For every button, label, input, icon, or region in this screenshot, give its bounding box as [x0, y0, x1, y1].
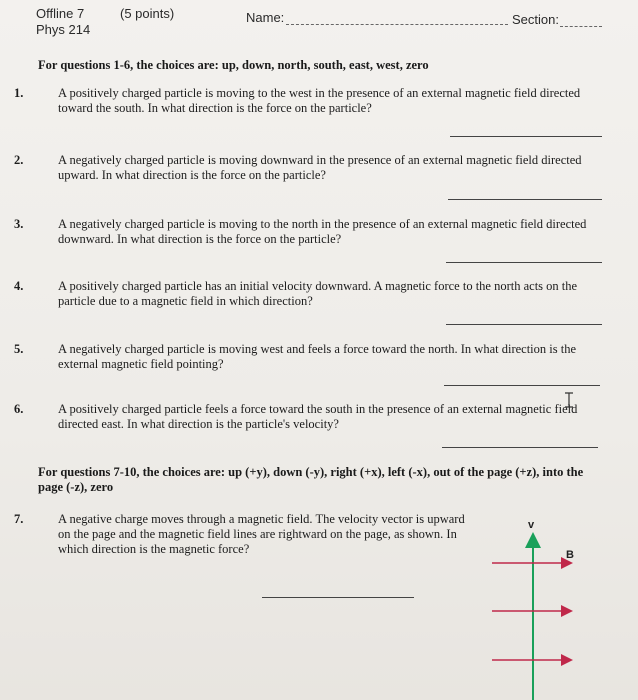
question-7: [14, 512, 476, 557]
question-text: A positively charged particle feels a force toward the south in the presence of an external magnetic field directed east. In what direction is the particle's velocity?: [58, 402, 578, 431]
question-text: A positively charged particle has an initial velocity downward. A magnetic force to the north acts on the particle due to a magnetic field in which direction?: [58, 279, 578, 308]
velocity-label: v: [528, 519, 535, 531]
question-6: [14, 402, 596, 432]
question-text: A negatively charged particle is moving to the north in the presence of an external magnetic field directed downward. In what direction is the force on the particle?: [58, 217, 587, 246]
answer-line-5[interactable]: [444, 385, 600, 386]
text-cursor-icon: [563, 392, 575, 408]
question-number: 3.: [14, 217, 24, 231]
question-number: 7.: [14, 512, 24, 526]
answer-line-6[interactable]: [442, 447, 598, 448]
question-text: A negatively charged particle is moving downward in the presence of an external magnetic field directed upward. In what direction is the force on the particle?: [58, 153, 582, 182]
question-text: A negatively charged particle is moving west and feels a force toward the north. In what direction is the external magnetic field pointing?: [58, 342, 577, 371]
question-number: 2.: [14, 153, 24, 167]
field-label: B: [566, 549, 574, 561]
answer-line-2[interactable]: [448, 199, 602, 200]
section-field[interactable]: [560, 26, 602, 27]
question-text: A positively charged particle is moving to the west in the presence of an external magnetic field directed toward the south. In what direction is the force on the particle?: [58, 86, 581, 115]
question-1: [14, 86, 596, 116]
question-number: 6.: [14, 402, 24, 416]
q7-diagram: [470, 510, 610, 700]
question-2: [14, 153, 596, 183]
answer-line-3[interactable]: [446, 262, 602, 263]
instructions-1-6: For questions 1-6, the choices are: up, down, north, south, east, west, zero: [38, 58, 429, 72]
question-3: [14, 217, 596, 247]
points-label: (5 points): [120, 6, 175, 21]
question-number: 1.: [14, 86, 24, 100]
question-5: [14, 342, 596, 372]
question-number: 4.: [14, 279, 24, 293]
name-field[interactable]: [286, 24, 508, 25]
answer-line-1[interactable]: [450, 136, 602, 137]
section-label: Section:: [512, 12, 559, 27]
question-4: [14, 279, 596, 309]
question-number: 5.: [14, 342, 24, 356]
answer-line-7[interactable]: [262, 597, 414, 598]
name-label: Name:: [246, 10, 285, 25]
answer-line-4[interactable]: [446, 324, 602, 325]
instructions-7-10: For questions 7-10, the choices are: up (+y), down (-y), right (+x), left (-x), out of the page (+z), into the page (-z), zero: [38, 465, 584, 494]
question-text: A negative charge moves through a magnetic field. The velocity vector is upward on the page and the magnetic field lines are rightward on the page, as shown. In which direction is the magnetic force?: [58, 512, 465, 556]
class-label: Phys 214: [36, 22, 91, 37]
course-label: Offline 7: [36, 6, 85, 21]
